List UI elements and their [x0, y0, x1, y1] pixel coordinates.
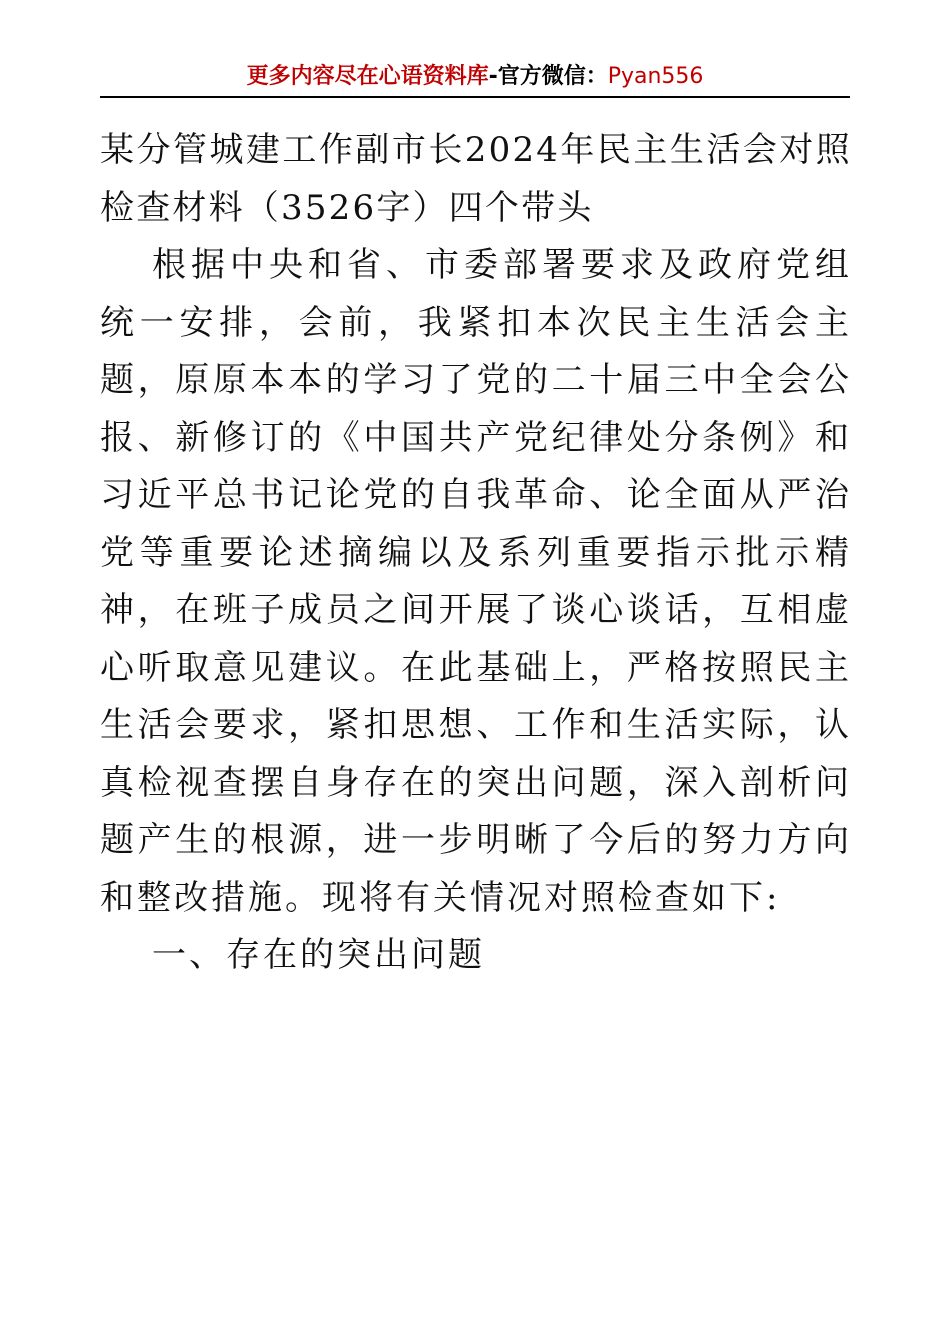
document-body: [100, 122, 852, 985]
section-heading: 一、存在的突出问题: [152, 935, 485, 975]
header-wechat-id: Pyan556: [607, 64, 704, 89]
document-title: 某分管城建工作副市长2024年民主生活会对照检查材料（3526字）四个带头: [100, 130, 852, 228]
header-banner: [100, 62, 850, 92]
intro-paragraph: 根据中央和省、市委部署要求及政府党组统一安排，会前，我紧扣本次民主生活会主题，原原本本的学习了党的二十届三中全会公报、新修订的《中国共产党纪律处分条例》和习近平总书记论党的自我革命、论全面从严治党等重要论述摘编以及系列重要指示批示精神，在班子成员之间开展了谈心谈话，互相虚心听取意见建议。在此基础上，严格按照民主生活会要求，紧扣思想、工作和生活实际，认真检视查摆自身存在的突出问题，深入剖析问题产生的根源，进一步明晰了今后的努力方向和整改措施。现将有关情况对照检查如下:: [100, 245, 852, 918]
header-divider: [100, 96, 850, 98]
header-source-text: 更多内容尽在心语资料库: [246, 64, 489, 89]
header-wechat-label: -官方微信：: [488, 64, 608, 89]
